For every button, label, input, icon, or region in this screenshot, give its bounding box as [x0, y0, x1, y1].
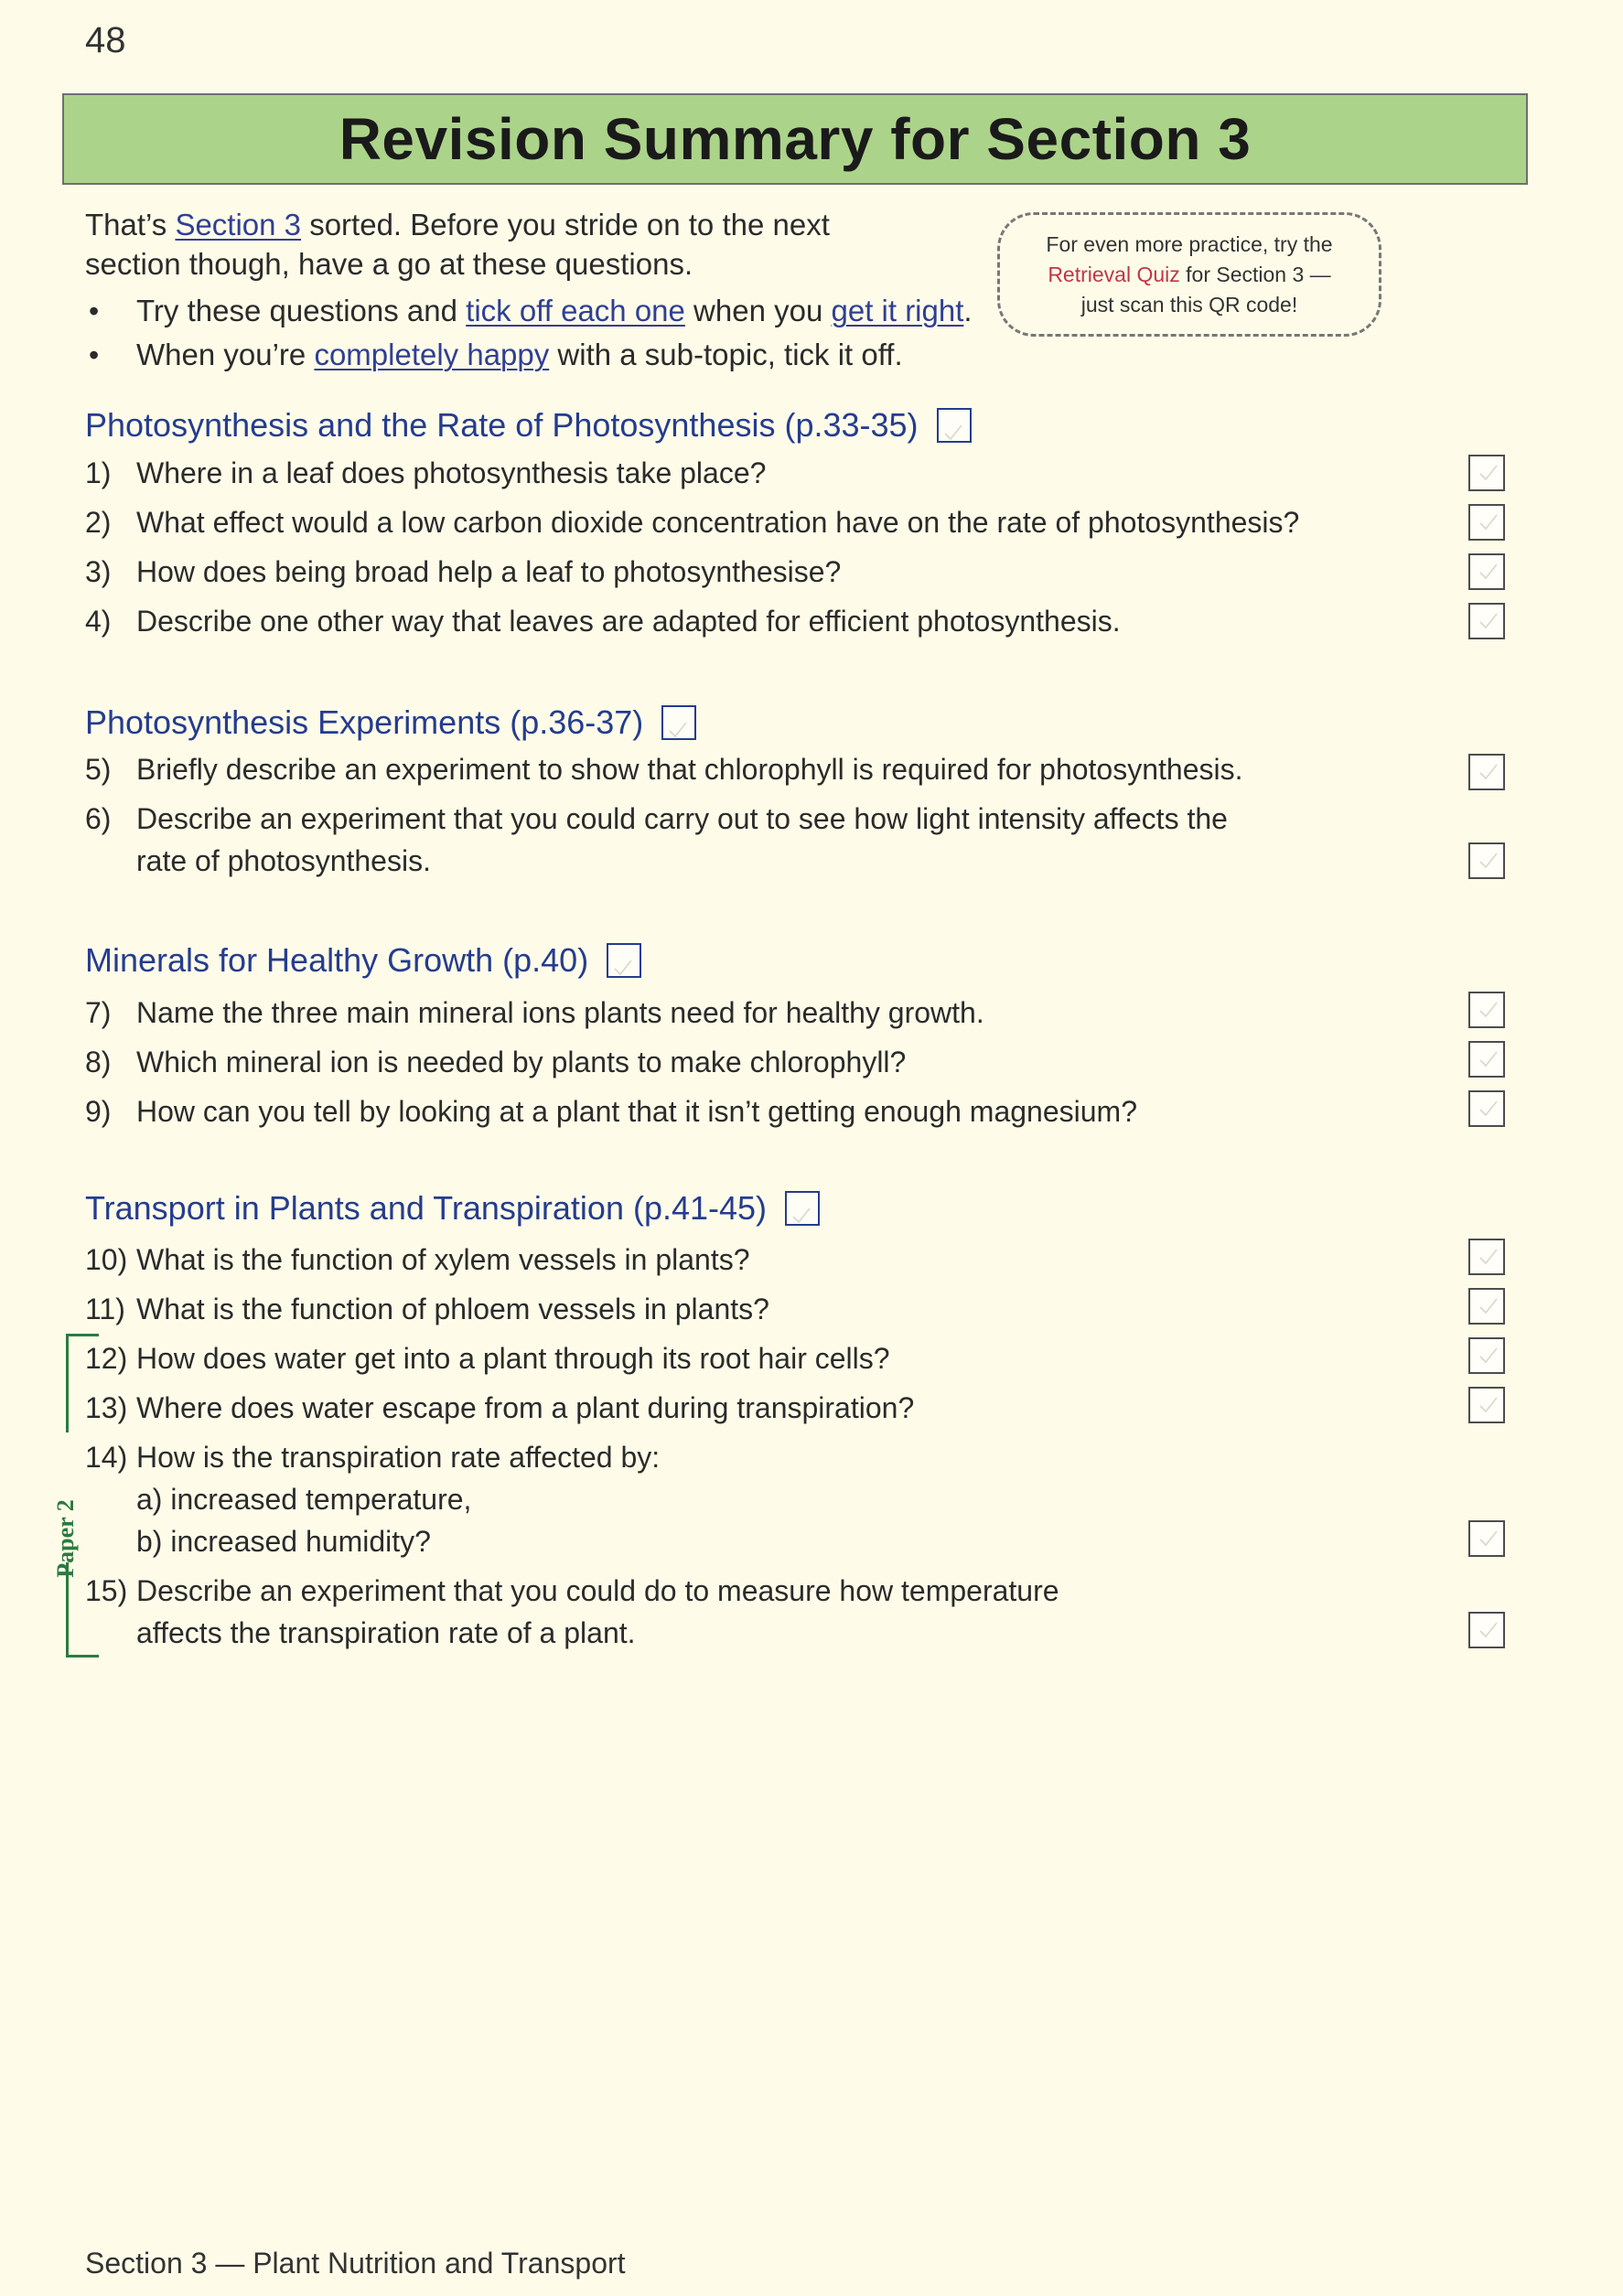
question-number: 13) [85, 1391, 128, 1424]
title-banner [62, 93, 1528, 185]
instruction-item [85, 333, 1000, 377]
question-number: 6) [85, 802, 112, 835]
question-item [85, 1387, 914, 1429]
tick-icon [612, 957, 634, 979]
section-heading-text: Minerals for Healthy Growth (p.40) [85, 941, 589, 979]
paper-2-bracket-top [66, 1334, 99, 1432]
page-footer: Section 3 — Plant Nutrition and Transport [85, 2247, 626, 2280]
question-item [85, 551, 841, 593]
callout-line-1: For even more practice, try the [1046, 231, 1333, 256]
section-transport [85, 1186, 1549, 1231]
question-text: Name the three main mineral ions plants need for healthy growth. [136, 996, 984, 1029]
question-text: Where in a leaf does photosynthesis take place? [136, 456, 767, 489]
section-3-link[interactable]: Section 3 [175, 208, 302, 241]
question-item [85, 1041, 906, 1083]
question-item [85, 1090, 1137, 1132]
question-item [85, 1337, 890, 1379]
question-item [85, 452, 766, 494]
question-text: Describe an experiment that you could do to measure how temperature [136, 1574, 1059, 1607]
section-heading [85, 938, 1549, 983]
question-number: 9) [85, 1095, 112, 1128]
tick-icon [1478, 561, 1499, 583]
question-number: 2) [85, 506, 112, 539]
question-item [85, 798, 1228, 882]
paper-2-label: Paper 2 [52, 1499, 79, 1578]
question-number: 14) [85, 1441, 128, 1474]
question-checkbox[interactable] [1468, 553, 1505, 590]
instruction-text: When you’re [136, 338, 315, 371]
question-item [85, 1570, 1059, 1654]
question-number: 10) [85, 1243, 128, 1276]
intro-line-1 [85, 205, 1000, 244]
question-checkbox[interactable] [1468, 1288, 1505, 1325]
section-photosynthesis-experiments [85, 700, 1549, 746]
question-item [85, 1288, 769, 1330]
intro-text-part: sorted. Before you stride on to the next [301, 208, 830, 241]
instruction-text: Try these questions and [136, 294, 467, 327]
page-number: 48 [85, 20, 126, 60]
instruction-text: . [963, 294, 973, 327]
section-photosynthesis-rate [85, 402, 1549, 448]
tick-icon [1478, 761, 1499, 783]
completely-happy-link[interactable]: completely happy [314, 338, 550, 371]
retrieval-quiz-label: Retrieval Quiz [1048, 262, 1180, 286]
question-text: What is the function of phloem vessels in plants? [136, 1293, 769, 1325]
question-item [85, 992, 984, 1034]
question-text: How can you tell by looking at a plant that it isn’t getting enough magnesium? [136, 1095, 1137, 1128]
instruction-list [85, 289, 1000, 377]
callout-text: for Section 3 — [1179, 262, 1331, 286]
question-checkbox[interactable] [1468, 1520, 1505, 1557]
question-checkbox[interactable] [1468, 455, 1505, 491]
tick-icon [1478, 850, 1499, 872]
question-checkbox[interactable] [1468, 754, 1505, 790]
section-heading [85, 1186, 1549, 1231]
section-heading-text: Photosynthesis Experiments (p.36-37) [85, 703, 644, 741]
tick-icon [1478, 1246, 1499, 1268]
tick-icon [1478, 511, 1499, 533]
question-checkbox[interactable] [1468, 504, 1505, 541]
question-item [85, 1239, 750, 1281]
question-checkbox[interactable] [1468, 603, 1505, 639]
tick-icon [1478, 1295, 1499, 1317]
question-checkbox[interactable] [1468, 1387, 1505, 1423]
get-it-right-link[interactable]: get it right [831, 294, 964, 327]
question-text: Which mineral ion is needed by plants to make chlorophyll? [136, 1046, 907, 1078]
tick-icon [667, 719, 689, 741]
section-heading [85, 402, 1549, 448]
tick-icon [942, 422, 964, 444]
question-item [85, 748, 1243, 790]
question-text: What effect would a low carbon dioxide concentration have on the rate of photosynthesis? [136, 506, 1300, 539]
question-checkbox[interactable] [1468, 1041, 1505, 1078]
question-item [85, 600, 1121, 642]
tick-icon [1478, 462, 1499, 484]
section-checkbox[interactable] [607, 943, 641, 978]
question-number: 5) [85, 753, 112, 786]
tick-icon [1478, 1345, 1499, 1367]
section-minerals [85, 938, 1549, 983]
question-subpart: b) increased humidity? [136, 1525, 431, 1558]
question-text-continued: rate of photosynthesis. [136, 844, 431, 877]
retrieval-quiz-callout [997, 212, 1381, 337]
question-text: Where does water escape from a plant during transpiration? [136, 1391, 915, 1424]
question-text: Briefly describe an experiment to show that chlorophyll is required for photosynthesis. [136, 753, 1243, 786]
intro-text-part: That’s [85, 208, 176, 241]
instruction-text: when you [684, 294, 832, 327]
question-checkbox[interactable] [1468, 1090, 1505, 1127]
callout-line-2 [1046, 260, 1332, 290]
tick-icon [790, 1205, 812, 1227]
intro-line-2: section though, have a go at these questions. [85, 247, 693, 281]
tick-icon [1478, 1394, 1499, 1416]
question-number: 7) [85, 996, 112, 1029]
instruction-text: with a sub-topic, tick it off. [549, 338, 903, 371]
intro-text [85, 205, 1000, 377]
question-text: Describe one other way that leaves are adapted for efficient photosynthesis. [136, 605, 1121, 638]
question-number: 8) [85, 1046, 112, 1078]
tick-icon [1478, 610, 1499, 632]
section-heading [85, 700, 1549, 746]
question-checkbox[interactable] [1468, 992, 1505, 1028]
question-checkbox[interactable] [1468, 842, 1505, 879]
question-number: 12) [85, 1342, 128, 1375]
tick-icon [1478, 1528, 1499, 1550]
question-number: 15) [85, 1574, 128, 1607]
tick-icon [1478, 1048, 1499, 1070]
question-item [85, 1436, 660, 1562]
page-title: Revision Summary for Section 3 [339, 106, 1252, 172]
question-text: How does water get into a plant through its root hair cells? [136, 1342, 890, 1375]
tick-icon [1478, 999, 1499, 1021]
question-text: What is the function of xylem vessels in plants? [136, 1243, 750, 1276]
tick-off-link[interactable]: tick off each one [466, 294, 685, 327]
question-number: 4) [85, 605, 112, 638]
question-checkbox[interactable] [1468, 1239, 1505, 1275]
section-checkbox[interactable] [661, 705, 696, 740]
question-text: How does being broad help a leaf to photosynthesise? [136, 555, 842, 588]
question-subpart: a) increased temperature, [136, 1483, 472, 1516]
instruction-item [85, 289, 1000, 333]
question-text: How is the transpiration rate affected by: [136, 1441, 661, 1474]
section-heading-text: Transport in Plants and Transpiration (p.41-45) [85, 1189, 768, 1227]
question-checkbox[interactable] [1468, 1612, 1505, 1648]
question-number: 1) [85, 456, 112, 489]
question-number: 11) [85, 1293, 125, 1325]
tick-icon [1478, 1619, 1499, 1641]
section-checkbox[interactable] [785, 1191, 820, 1226]
question-checkbox[interactable] [1468, 1337, 1505, 1374]
section-checkbox[interactable] [937, 408, 972, 443]
tick-icon [1478, 1098, 1499, 1120]
callout-line-3: just scan this QR code! [1080, 292, 1298, 317]
question-item [85, 501, 1299, 543]
question-text-continued: affects the transpiration rate of a plant. [136, 1616, 636, 1649]
question-text: Describe an experiment that you could carry out to see how light intensity affects the [136, 802, 1228, 835]
question-number: 3) [85, 555, 112, 588]
section-heading-text: Photosynthesis and the Rate of Photosynthesis (p.33-35) [85, 406, 919, 444]
